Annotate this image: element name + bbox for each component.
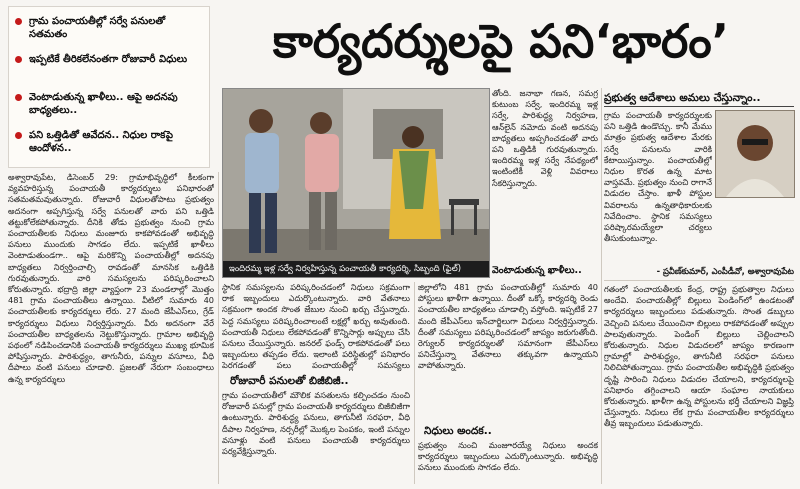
sidebar-divider [604,280,794,281]
highlight-text: గ్రామ పంచాయతీల్లో సర్వే పనులతో సతమతం [29,16,166,40]
subheading-vacancies: వెంటాడుతున్న ఖాళీలు.. [492,265,582,276]
news-photo [222,88,490,278]
sidebar-rule [604,106,794,107]
sidebar-signature: - ప్రవీణ్‌కుమార్‌, ఎంపీడీవో, అశ్వారావుపేట [656,266,794,276]
sidebar-title: ప్రభుత్వ ఆదేశాలు అమలు చేస్తున్నాం.. [604,92,761,104]
official-portrait [715,110,795,198]
article-column-3b: ప్రభుత్వం నుంచి మంజూరయ్యే నిధులు అందక కార్యదర్శులు ఇబ్బందులు ఎదుర్కొంటున్నారు. అభివృద్ధి పనులు ముందుకు సాగడం లేదు. [418,440,598,473]
bullet-dot-icon [15,18,22,25]
column-divider [414,282,415,484]
highlight-text: పని ఒత్తిడితో ఆవేదన.. నిధుల రాకపై ఆందోళన.. [29,130,173,154]
article-column-2b: గ్రామ పంచాయతీలో మౌలిక వసతులను కల్పించడం నుంచి రోజువారీ పనుల్లో గ్రామ పంచాయతీ కార్యదర్శులు బిజీబిజీగా ఉంటున్నారు. పారిశుద్ధ్య పనులు, తాగునీటి సరఫరా, వీధి దీపాల నిర్వహణ, నర్సరీల్లో మొక్కల పెంపకం, ఇంటి పన్నుల వసూళ్లు వంటి పనులు పంచాయతీ కార్యదర్శులు పర్యవేక్షిస్తున్నారు. [222,390,410,457]
highlights-box [8,6,210,168]
photo-illustration [223,89,489,277]
bullet-dot-icon [15,132,22,139]
article-column-1: అశ్వారావుపేట, డిసెంబర్ 29: గ్రామాభివృద్ధిలో కీలకంగా వ్యవహరిస్తున్న పంచాయతీ కార్యదర్శులు పనిభారంతో సతమతమవుతున్నారు. రోజువారీ విధులతోపాటు ప్రభుత్వం అదనంగా అప్పగిస్తున్న సర్వే పనులతో వారు పని ఒత్తిడి తట్టుకోలేకపోతున్నారు. దీనికి తోడు ప్రభుత్వం నుంచి గ్రామ పంచాయతీలకు నిధులు మంజూరు కాకపోవడంతో అభివృద్ధి పనులు ముందుకు సాగడం లేదు. ఇప్పటికే ఖాళీలు వెంటాడుతుండగా.. ఆపై మరికొన్ని పంచాయతీల్లో అదనపు బాధ్యతలు నిర్వర్తించాల్సి రావడంతో మానసిక ఒత్తిడికి గురవుతున్నారు. వారి సమస్యలను పరిష్కరించాలని కోరుతున్నారు. భద్రాద్రి జిల్లా వ్యాప్తంగా 23 మండలాల్లో మొత్తం 481 గ్రామ పంచాయతీలు ఉన్నాయి. వీటిలో సుమారు 40 పంచాయతీలకు కార్యదర్శులు లేరు. 27 మంది జేపీఎస్‌లు, గ్రేడ్‌ కార్యదర్శులు విధులు నిర్వర్తిస్తున్నారు. వీరు అదనంగా వేరే పంచాయతీల బాధ్యతలను నెట్టుకొస్తున్నారు. గ్రామాల అభివృద్ధి పథంలో నడిపించడానికి పంచాయతీ కార్యదర్శులు ముఖ్య భూమిక పోషిస్తున్నారు. పారిశుద్ధ్యం, తాగునీరు, పన్నుల వసూలు, వీధి దీపాలు వంటి పనులు చూడాలి. ప్రజలతో నేరుగా సంబంధాలు ఉన్న కార్యదర్శులు [8,172,214,384]
headline: కార్యదర్శులపై పని‘భారం’ [272,14,730,68]
photo-caption: ఇందిరమ్మ ఇళ్ల సర్వే నిర్వహిస్తున్న పంచాయతీ కార్యదర్శి, సిబ్బంది (ఫైల్) [229,264,462,274]
sidebar-body: గ్రామ పంచాయతీ కార్యదర్శులకు పని ఒత్తిడి ఉండొచ్చు. కానీ మేము మాత్రం ప్రభుత్వ ఆదేశాల మేరకు సర్వే పనులను వారికి కేటాయిస్తున్నాం. పంచాయతీల్లో నిధుల కొరత ఉన్న మాట వాస్తవమే. ప్రభుత్వం నుంచి రాగానే విడుదల చేస్తాం. ఖాళీ పోస్టుల వివరాలను ఉన్నతాధికారులకు నివేదించాం. స్థానిక సమస్యలు పరిష్కారమయ్యేలా చర్యలు తీసుకుంటున్నాం. [604,110,712,244]
subheading-funds: నిధులు అందక.. [424,425,492,437]
article-column-3-top: తోంది. జనాభా గణన, సమగ్ర కుటుంబ సర్వే, ఇందిరమ్మ ఇళ్ల సర్వే, పారిశుద్ధ్య నిర్వహణ, ఆన్‌లైన్‌ నమోదు వంటి అదనపు బాధ్యతలు అప్పగించడంతో వారు పని ఒత్తిడికి గురవుతున్నారు. ఇందిరమ్మ ఇళ్ల సర్వే నేపథ్యంలో ఇంటింటికీ వెళ్లి వివరాలు సేకరిస్తున్నారు. [492,88,598,188]
highlight-text: ఇప్పటికే తీరికలేనంతగా రోజువారీ విధులు [29,54,188,65]
subheading-daily-work: రోజువారీ పనులతో బిజీబిజీ.. [230,375,349,387]
column-divider [601,88,602,484]
bullet-dot-icon [15,94,22,101]
portrait-illustration [716,111,794,197]
article-column-3: జిల్లాలోని 481 గ్రామ పంచాయతీల్లో సుమారు 40 పోస్టులు ఖాళీగా ఉన్నాయి. దీంతో ఒక్కో కార్యదర్శి రెండు పంచాయతీల బాధ్యతలు చూడాల్సి వస్తోంది. ఇప్పటికే 27 మంది జేపీఎస్‌లు ఇన్‌చార్జిలుగా విధులు నిర్వర్తిస్తున్నారు. దీంతో సమస్యలు పరిష్కరించడంలో జాప్యం జరుగుతోంది. రెగ్యులర్‌ కార్యదర్శులతో సమానంగా జేపీఎస్‌లు పనిచేస్తున్నా వేతనాలు తక్కువగా ఉన్నాయని వాపోతున్నారు. [418,282,598,371]
column-divider [218,172,219,484]
bullet-dot-icon [15,56,22,63]
article-column-2: స్థానిక సమస్యలను పరిష్కరించడంలో నిధులు సక్రమంగా రాక ఇబ్బందులు ఎదుర్కొంటున్నారు. వారి వేతనాలు సక్రమంగా అందక సొంత జేబుల నుంచి ఖర్చు చేస్తున్నారు. పెద్ద సమస్యలు పరిష్కరించాలంటే లక్షల్లో ఖర్చు అవుతుంది. పంచాయతీ నిధులు లేకపోవడంతో కొన్నిసార్లు అప్పులు చేసి పనులు చేయిస్తున్నారు. జనరల్‌ ఫండ్స్‌ రాకపోవడంతో పలు ఇబ్బందులు తప్పడం లేదు. ఇలాంటి పరిస్థితుల్లో పనిభారం పెరగడంతో పలు పంచాయతీల్లో సమస్యలు [222,282,410,371]
article-column-4: గతంలో పంచాయతీలకు కేంద్ర, రాష్ట్ర ప్రభుత్వాల నిధులు అందేవి. పంచాయతీల్లో బిల్లులు పెండింగ్‌లో ఉండటంతో కార్యదర్శులు ఇబ్బందులు పడుతున్నారు. సొంత డబ్బులు వెచ్చించి పనులు చేయించినా బిల్లులు రాకపోవడంతో అప్పుల పాలవుతున్నారు. పెండింగ్‌ బిల్లులు చెల్లించాలని కోరుతున్నారు. నిధుల విడుదలలో జాప్యం కారణంగా గ్రామాల్లో పారిశుద్ధ్యం, తాగునీటి సరఫరా పనులు నిలిచిపోతున్నాయి. గ్రామ పంచాయతీల అభివృద్ధికి ప్రభుత్వం దృష్టి సారించి నిధులు విడుదల చేయాలని, కార్యదర్శులపై పనిభారం తగ్గించాలని ఆయా సంఘాల నాయకులు కోరుతున్నారు. ఖాళీగా ఉన్న పోస్టులను భర్తీ చేయాలని విజ్ఞప్తి చేస్తున్నారు. నిధులు లేక గ్రామ పంచాయతీల కార్యదర్శులు తీవ్ర ఇబ్బందులు పడుతున్నారు. [604,284,794,429]
highlight-text: వెంటాడుతున్న ఖాళీలు.. ఆపై అదనపు బాధ్యతలు.. [29,92,178,116]
